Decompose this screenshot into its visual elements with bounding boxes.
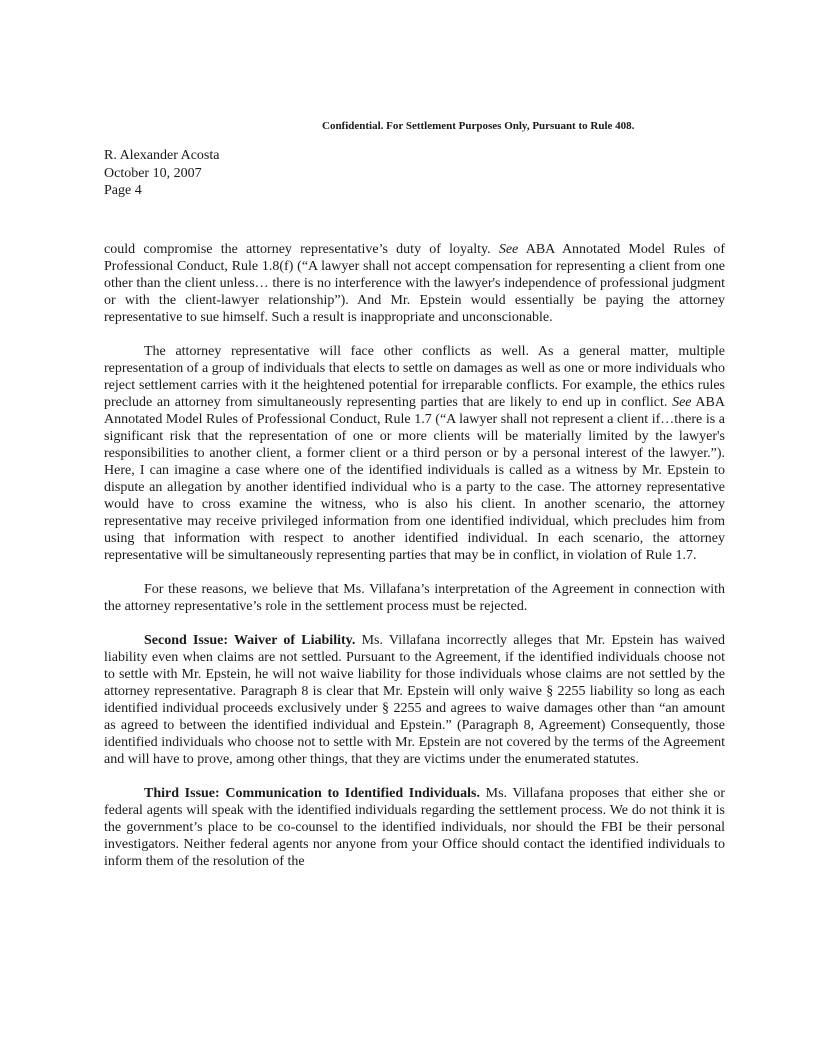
paragraph-second-issue bbox=[104, 632, 725, 768]
confidential-notice: Confidential. For Settlement Purposes Only, Pursuant to Rule 408. bbox=[322, 120, 635, 132]
citation-signal: See bbox=[498, 242, 519, 257]
paragraph-text: could compromise the attorney representative’s duty of loyalty. bbox=[104, 242, 499, 257]
letter-header bbox=[104, 147, 219, 200]
paragraph-third-issue bbox=[104, 785, 725, 870]
section-heading: Second Issue: Waiver of Liability. bbox=[144, 633, 356, 648]
recipient-name: R. Alexander Acosta bbox=[104, 148, 220, 163]
paragraph-text: ABA Annotated Model Rules of Professional Conduct, Rule 1.7 (“A lawyer shall not represent a client if…there is a significant risk that the representation of one or more clients will be materially limited by the lawyer's responsibilities to another client, a former client or a third person or by a personal interest of the lawyer.”). Here, I can imagine a case where one of the identified individuals is called as a witness by Mr. Epstein to dispute an allegation by another identified individual who is a party to the case. The attorney representative would have to cross examine the witness, who is also his client. In another scenario, the attorney representative may receive privileged information from one identified individual, which precludes him from using that information with respect to another identified individual. In each scenario, the attorney representative will be simultaneously representing parties that may be in conflict, in violation of Rule 1.7. bbox=[104, 395, 725, 563]
letter-body bbox=[104, 241, 725, 870]
paragraph-text: ABA Annotated Model Rules of Professional Conduct, Rule 1.8(f) (“A lawyer shall not accept compensation for representing a client from one other than the client unless… there is no interference with the lawyer's independence of professional judgment or with the client-lawyer relationship”). And Mr. Epstein would essentially be paying the attorney representative to sue himself. Such a result is inappropriate and unconscionable. bbox=[104, 242, 725, 325]
page-number: Page 4 bbox=[104, 183, 142, 198]
paragraph-text: Ms. Villafana proposes that either she or federal agents will speak with the identified individuals regarding the settlement process. We do not think it is the government’s place to be co-counsel to the identified individuals, nor should the FBI be their personal investigators. Neither federal agents nor anyone from your Office should contact the identified individuals to inform them of the resolution of the bbox=[104, 786, 725, 869]
paragraph-conclusion: For these reasons, we believe that Ms. Villafana’s interpretation of the Agreement in connection with the attorney representative’s role in the settlement process must be rejected. bbox=[104, 582, 725, 614]
section-heading: Third Issue: Communication to Identified Individuals. bbox=[144, 786, 480, 801]
letter-date: October 10, 2007 bbox=[104, 165, 202, 181]
paragraph-text: Ms. Villafana incorrectly alleges that Mr. Epstein has waived liability even when claims are not settled. Pursuant to the Agreement, if the identified individuals choose not to settle with Mr. Epstein, he will not waive liability for those individuals whose claims are not settled by the attorney representative. Paragraph 8 is clear that Mr. Epstein will only waive § 2255 liability so long as each identified individual proceeds exclusively under § 2255 and agrees to waive damages other than “an amount as agreed to between the identified individual and Epstein.” (Paragraph 8, Agreement) Consequently, those identified individuals who choose not to settle with Mr. Epstein are not covered by the terms of the Agreement and will have to prove, among other things, that they are victims under the enumerated statutes. bbox=[104, 633, 725, 767]
paragraph-conflicts bbox=[104, 343, 725, 564]
paragraph-loyalty bbox=[104, 241, 725, 326]
paragraph-text: The attorney representative will face other conflicts as well. As a general matter, multiple representation of a group of individuals that elects to settle on damages as well as one or more individuals who reject settlement carries with it the heightened potential for irreparable conflicts. For example, the ethics rules preclude an attorney from simultaneously representing parties that are likely to end up in conflict. bbox=[104, 344, 725, 410]
citation-signal: See bbox=[672, 395, 692, 410]
